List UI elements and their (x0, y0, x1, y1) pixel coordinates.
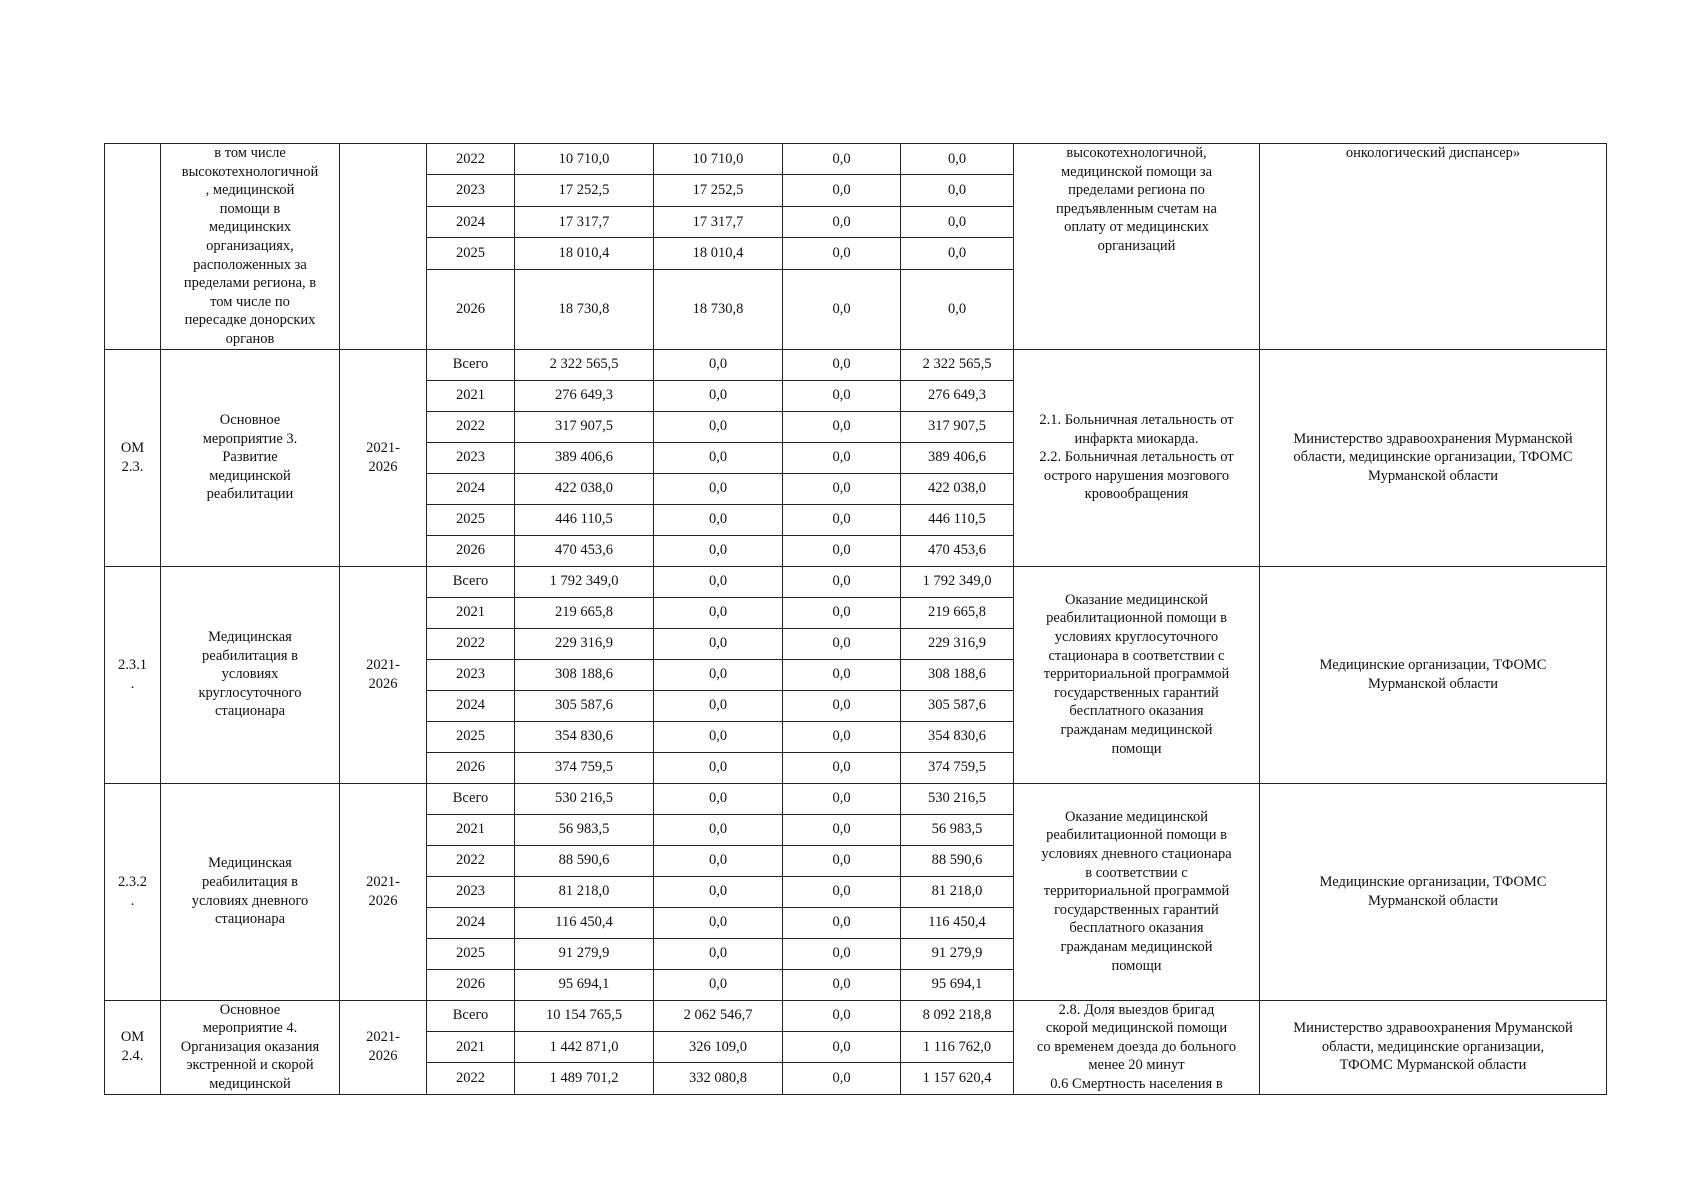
other-sources-cell: 91 279,9 (901, 938, 1014, 969)
regional-budget-cell: 0,0 (783, 442, 901, 473)
total-amount-cell: 56 983,5 (515, 814, 654, 845)
other-sources-cell: 422 038,0 (901, 473, 1014, 504)
year-cell: 2023 (427, 442, 515, 473)
federal-budget-cell: 17 317,7 (654, 206, 783, 237)
regional-budget-cell: 0,0 (783, 269, 901, 349)
total-amount-cell: 2 322 565,5 (515, 349, 654, 380)
other-sources-cell: 354 830,6 (901, 721, 1014, 752)
table-body (105, 144, 1607, 1095)
responsible-executor: Медицинские организации, ТФОМС Мурманской области (1260, 566, 1607, 783)
federal-budget-cell: 0,0 (654, 504, 783, 535)
other-sources-cell: 530 216,5 (901, 783, 1014, 814)
regional-budget-cell: 0,0 (783, 659, 901, 690)
federal-budget-cell: 0,0 (654, 783, 783, 814)
total-amount-cell: 10 710,0 (515, 144, 654, 175)
period: 2021- 2026 (340, 1000, 427, 1094)
regional-budget-cell: 0,0 (783, 535, 901, 566)
federal-budget-cell: 0,0 (654, 535, 783, 566)
target-indicator: высокотехнологичной, медицинской помощи за пределами региона по предъявленным счетам на оплату от медицинских организаций (1014, 144, 1260, 350)
year-cell: 2022 (427, 845, 515, 876)
total-amount-cell: 389 406,6 (515, 442, 654, 473)
year-cell: 2023 (427, 175, 515, 206)
regional-budget-cell: 0,0 (783, 349, 901, 380)
total-amount-cell: 91 279,9 (515, 938, 654, 969)
year-cell: 2024 (427, 907, 515, 938)
period: 2021- 2026 (340, 566, 427, 783)
regional-budget-cell: 0,0 (783, 566, 901, 597)
total-amount-cell: 116 450,4 (515, 907, 654, 938)
activity-name: Медицинская реабилитация в условиях круглосуточного стационара (161, 566, 340, 783)
year-cell: 2026 (427, 752, 515, 783)
total-amount-cell: 219 665,8 (515, 597, 654, 628)
program-funding-table (104, 143, 1607, 1095)
other-sources-cell: 470 453,6 (901, 535, 1014, 566)
activity-name: Основное мероприятие 3. Развитие медицинской реабилитации (161, 349, 340, 566)
federal-budget-cell: 0,0 (654, 907, 783, 938)
year-cell: 2021 (427, 597, 515, 628)
federal-budget-cell: 0,0 (654, 876, 783, 907)
target-indicator: 2.8. Доля выездов бригад скорой медицинской помощи со временем доезда до больного менее 20 минут 0.6 Смертность населения в (1014, 1000, 1260, 1094)
regional-budget-cell: 0,0 (783, 938, 901, 969)
regional-budget-cell: 0,0 (783, 752, 901, 783)
regional-budget-cell: 0,0 (783, 597, 901, 628)
year-cell: 2022 (427, 144, 515, 175)
total-amount-cell: 18 010,4 (515, 238, 654, 269)
other-sources-cell: 219 665,8 (901, 597, 1014, 628)
row-code: ОМ 2.4. (105, 1000, 161, 1094)
activity-name: Основное мероприятие 4. Организация оказания экстренной и скорой медицинской (161, 1000, 340, 1094)
regional-budget-cell: 0,0 (783, 814, 901, 845)
other-sources-cell: 446 110,5 (901, 504, 1014, 535)
regional-budget-cell: 0,0 (783, 721, 901, 752)
federal-budget-cell: 2 062 546,7 (654, 1000, 783, 1031)
year-cell: 2021 (427, 380, 515, 411)
federal-budget-cell: 18 010,4 (654, 238, 783, 269)
row-code: 2.3.1 . (105, 566, 161, 783)
responsible-executor: Министерство здравоохранения Мруманской области, медицинские организации, ТФОМС Мурманской области (1260, 1000, 1607, 1094)
federal-budget-cell: 326 109,0 (654, 1031, 783, 1062)
federal-budget-cell: 0,0 (654, 814, 783, 845)
regional-budget-cell: 0,0 (783, 1031, 901, 1062)
total-amount-cell: 18 730,8 (515, 269, 654, 349)
federal-budget-cell: 10 710,0 (654, 144, 783, 175)
responsible-executor: Медицинские организации, ТФОМС Мурманской области (1260, 783, 1607, 1000)
total-amount-cell: 276 649,3 (515, 380, 654, 411)
total-amount-cell: 17 317,7 (515, 206, 654, 237)
responsible-executor: онкологический диспансер» (1260, 144, 1607, 350)
total-amount-cell: 81 218,0 (515, 876, 654, 907)
other-sources-cell: 95 694,1 (901, 969, 1014, 1000)
other-sources-cell: 389 406,6 (901, 442, 1014, 473)
federal-budget-cell: 0,0 (654, 969, 783, 1000)
other-sources-cell: 308 188,6 (901, 659, 1014, 690)
total-amount-cell: 470 453,6 (515, 535, 654, 566)
year-cell: 2025 (427, 504, 515, 535)
regional-budget-cell: 0,0 (783, 907, 901, 938)
target-indicator: 2.1. Больничная летальность от инфаркта миокарда. 2.2. Больничная летальность от острого нарушения мозгового кровообращения (1014, 349, 1260, 566)
year-cell: 2025 (427, 938, 515, 969)
total-amount-cell: 446 110,5 (515, 504, 654, 535)
federal-budget-cell: 0,0 (654, 349, 783, 380)
year-cell: Всего (427, 783, 515, 814)
federal-budget-cell: 0,0 (654, 597, 783, 628)
federal-budget-cell: 18 730,8 (654, 269, 783, 349)
responsible-executor: Министерство здравоохранения Мурманской области, медицинские организации, ТФОМС Мурманской области (1260, 349, 1607, 566)
federal-budget-cell: 0,0 (654, 411, 783, 442)
other-sources-cell: 305 587,6 (901, 690, 1014, 721)
federal-budget-cell: 0,0 (654, 690, 783, 721)
year-cell: 2021 (427, 814, 515, 845)
federal-budget-cell: 0,0 (654, 938, 783, 969)
year-cell: 2024 (427, 690, 515, 721)
period (340, 144, 427, 350)
year-cell: Всего (427, 566, 515, 597)
other-sources-cell: 0,0 (901, 144, 1014, 175)
total-amount-cell: 1 792 349,0 (515, 566, 654, 597)
regional-budget-cell: 0,0 (783, 504, 901, 535)
total-amount-cell: 95 694,1 (515, 969, 654, 1000)
other-sources-cell: 0,0 (901, 206, 1014, 237)
total-amount-cell: 1 442 871,0 (515, 1031, 654, 1062)
year-cell: 2026 (427, 269, 515, 349)
total-amount-cell: 17 252,5 (515, 175, 654, 206)
other-sources-cell: 8 092 218,8 (901, 1000, 1014, 1031)
federal-budget-cell: 0,0 (654, 845, 783, 876)
table-row (105, 783, 1607, 814)
other-sources-cell: 2 322 565,5 (901, 349, 1014, 380)
table-row (105, 1000, 1607, 1031)
other-sources-cell: 0,0 (901, 175, 1014, 206)
table-row (105, 349, 1607, 380)
total-amount-cell: 1 489 701,2 (515, 1063, 654, 1094)
total-amount-cell: 354 830,6 (515, 721, 654, 752)
regional-budget-cell: 0,0 (783, 238, 901, 269)
total-amount-cell: 422 038,0 (515, 473, 654, 504)
regional-budget-cell: 0,0 (783, 783, 901, 814)
year-cell: 2024 (427, 206, 515, 237)
year-cell: 2023 (427, 659, 515, 690)
other-sources-cell: 276 649,3 (901, 380, 1014, 411)
other-sources-cell: 88 590,6 (901, 845, 1014, 876)
federal-budget-cell: 0,0 (654, 566, 783, 597)
year-cell: 2022 (427, 411, 515, 442)
year-cell: 2024 (427, 473, 515, 504)
other-sources-cell: 0,0 (901, 238, 1014, 269)
activity-name: в том числе высокотехнологичной , медицинской помощи в медицинских организациях, расположенных за пределами региона, в том числе по пересадке донорских органов (161, 144, 340, 350)
other-sources-cell: 1 116 762,0 (901, 1031, 1014, 1062)
regional-budget-cell: 0,0 (783, 690, 901, 721)
regional-budget-cell: 0,0 (783, 1063, 901, 1094)
other-sources-cell: 0,0 (901, 269, 1014, 349)
total-amount-cell: 10 154 765,5 (515, 1000, 654, 1031)
total-amount-cell: 88 590,6 (515, 845, 654, 876)
year-cell: Всего (427, 1000, 515, 1031)
other-sources-cell: 317 907,5 (901, 411, 1014, 442)
document-page (104, 143, 1606, 1095)
total-amount-cell: 305 587,6 (515, 690, 654, 721)
other-sources-cell: 374 759,5 (901, 752, 1014, 783)
year-cell: 2026 (427, 969, 515, 1000)
federal-budget-cell: 332 080,8 (654, 1063, 783, 1094)
row-code: ОМ 2.3. (105, 349, 161, 566)
other-sources-cell: 229 316,9 (901, 628, 1014, 659)
regional-budget-cell: 0,0 (783, 1000, 901, 1031)
period: 2021- 2026 (340, 349, 427, 566)
regional-budget-cell: 0,0 (783, 969, 901, 1000)
federal-budget-cell: 0,0 (654, 721, 783, 752)
federal-budget-cell: 0,0 (654, 473, 783, 504)
regional-budget-cell: 0,0 (783, 845, 901, 876)
total-amount-cell: 530 216,5 (515, 783, 654, 814)
target-indicator: Оказание медицинской реабилитационной помощи в условиях круглосуточного стационара в соответствии с территориальной программой государственных гарантий бесплатного оказания гражданам медицинской помощи (1014, 566, 1260, 783)
year-cell: 2023 (427, 876, 515, 907)
regional-budget-cell: 0,0 (783, 380, 901, 411)
total-amount-cell: 374 759,5 (515, 752, 654, 783)
row-code: 2.3.2 . (105, 783, 161, 1000)
total-amount-cell: 317 907,5 (515, 411, 654, 442)
regional-budget-cell: 0,0 (783, 206, 901, 237)
table-row (105, 144, 1607, 175)
regional-budget-cell: 0,0 (783, 175, 901, 206)
federal-budget-cell: 17 252,5 (654, 175, 783, 206)
year-cell: 2025 (427, 238, 515, 269)
year-cell: 2022 (427, 628, 515, 659)
total-amount-cell: 229 316,9 (515, 628, 654, 659)
period: 2021- 2026 (340, 783, 427, 1000)
year-cell: 2025 (427, 721, 515, 752)
year-cell: 2022 (427, 1063, 515, 1094)
target-indicator: Оказание медицинской реабилитационной помощи в условиях дневного стационара в соответствии с территориальной программой государственных гарантий бесплатного оказания гражданам медицинской помощи (1014, 783, 1260, 1000)
year-cell: 2026 (427, 535, 515, 566)
regional-budget-cell: 0,0 (783, 411, 901, 442)
other-sources-cell: 116 450,4 (901, 907, 1014, 938)
year-cell: 2021 (427, 1031, 515, 1062)
other-sources-cell: 81 218,0 (901, 876, 1014, 907)
regional-budget-cell: 0,0 (783, 473, 901, 504)
regional-budget-cell: 0,0 (783, 144, 901, 175)
federal-budget-cell: 0,0 (654, 628, 783, 659)
federal-budget-cell: 0,0 (654, 659, 783, 690)
federal-budget-cell: 0,0 (654, 752, 783, 783)
regional-budget-cell: 0,0 (783, 628, 901, 659)
row-code (105, 144, 161, 350)
regional-budget-cell: 0,0 (783, 876, 901, 907)
other-sources-cell: 56 983,5 (901, 814, 1014, 845)
year-cell: Всего (427, 349, 515, 380)
total-amount-cell: 308 188,6 (515, 659, 654, 690)
table-row (105, 566, 1607, 597)
other-sources-cell: 1 157 620,4 (901, 1063, 1014, 1094)
federal-budget-cell: 0,0 (654, 442, 783, 473)
federal-budget-cell: 0,0 (654, 380, 783, 411)
activity-name: Медицинская реабилитация в условиях дневного стационара (161, 783, 340, 1000)
other-sources-cell: 1 792 349,0 (901, 566, 1014, 597)
